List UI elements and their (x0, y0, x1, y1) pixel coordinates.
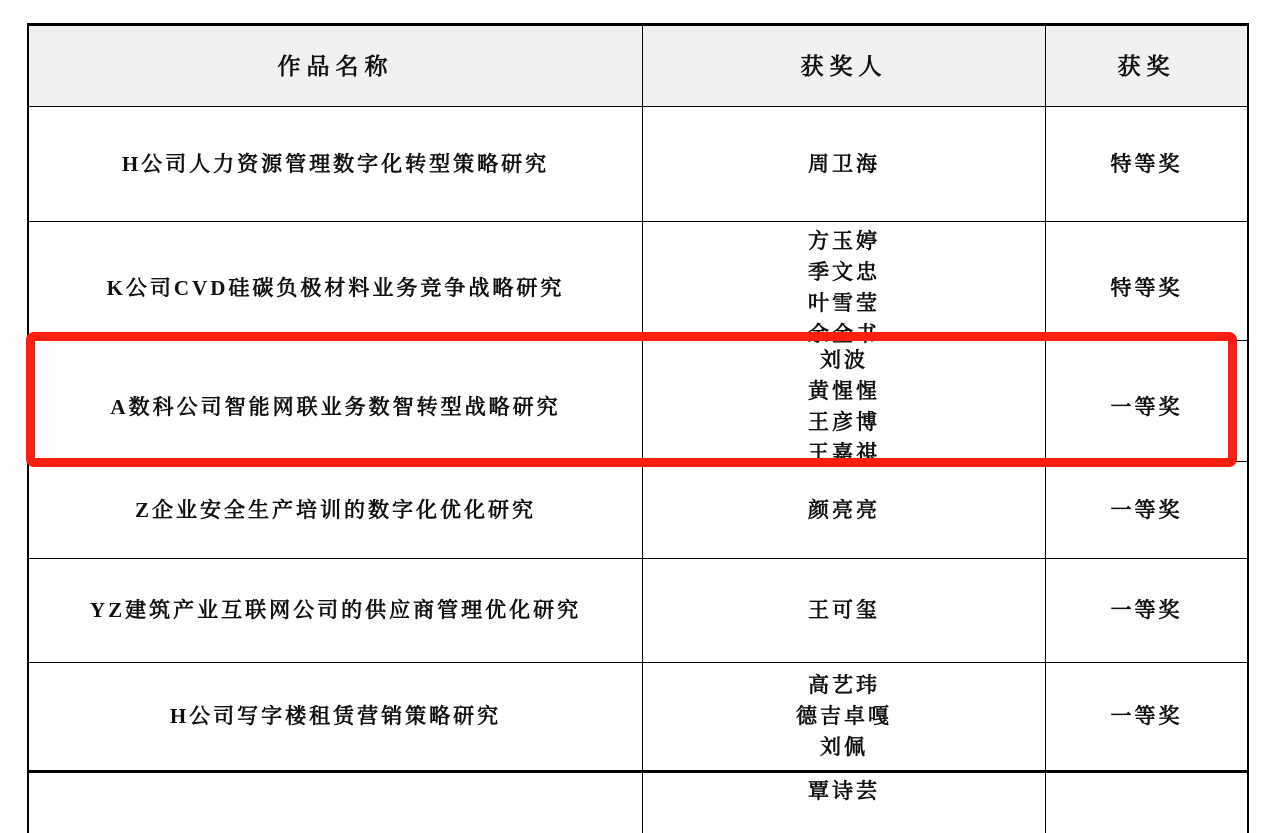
table-header-row (29, 26, 1247, 107)
winners-cell (643, 222, 1046, 354)
header-work-title: 作品名称 (29, 26, 643, 106)
table-row (29, 222, 1247, 346)
winner-name: 叶雪莹 (808, 291, 880, 315)
winner-name: 王嘉祺 (808, 441, 880, 465)
work-title-cell: K公司CVD硅碳负极材料业务竞争战略研究 (29, 222, 643, 354)
work-title-cell (29, 773, 643, 833)
header-award: 获奖 (1117, 53, 1176, 79)
winner-name: 刘波 (820, 348, 868, 372)
header-winners: 获奖人 (643, 26, 1046, 106)
winner-name: 黄惺惺 (808, 379, 880, 403)
award-cell: 一等奖 (1110, 497, 1183, 522)
table-row (29, 559, 1247, 663)
winner-name: 季文忠 (808, 260, 880, 284)
winner-name: 颜亮亮 (808, 497, 880, 522)
winners-cell (643, 559, 1046, 662)
winner-name: 王彦博 (808, 410, 880, 434)
winners-cell (643, 462, 1046, 558)
winner-name: 刘佩 (820, 735, 868, 759)
winners-cell (643, 773, 1046, 833)
winner-name: 周卫海 (808, 151, 880, 176)
award-cell: 特等奖 (1110, 151, 1183, 176)
work-title-cell: H公司写字楼租赁营销策略研究 (29, 663, 643, 770)
winner-name: 方玉婷 (808, 229, 880, 253)
table-row-partial (29, 773, 1247, 833)
award-cell: 一等奖 (1110, 394, 1183, 419)
table-row-highlighted (29, 341, 1247, 465)
winner-name: 德吉卓嘎 (796, 704, 892, 728)
award-cell: 一等奖 (1110, 704, 1183, 728)
table-row (29, 462, 1247, 559)
winner-name: 余金书 (808, 322, 880, 346)
award-cell (1046, 773, 1247, 833)
work-title-cell: Z企业安全生产培训的数字化优化研究 (29, 462, 643, 558)
winner-name: 覃诗芸 (808, 779, 880, 803)
work-title-cell: H公司人力资源管理数字化转型策略研究 (29, 107, 643, 221)
award-results-table (27, 23, 1249, 833)
work-title-cell: A数科公司智能网联业务数智转型战略研究 (29, 341, 643, 473)
award-cell: 一等奖 (1110, 598, 1183, 622)
winner-name: 王可玺 (808, 598, 880, 622)
table-row (29, 663, 1247, 773)
work-title-cell: YZ建筑产业互联网公司的供应商管理优化研究 (29, 559, 643, 662)
winners-cell (643, 107, 1046, 221)
award-cell: 特等奖 (1110, 275, 1183, 300)
table-body (29, 107, 1247, 773)
table-row (29, 107, 1247, 222)
winner-name: 高艺玮 (808, 673, 880, 697)
winners-cell (643, 341, 1046, 473)
winners-cell (643, 663, 1046, 770)
